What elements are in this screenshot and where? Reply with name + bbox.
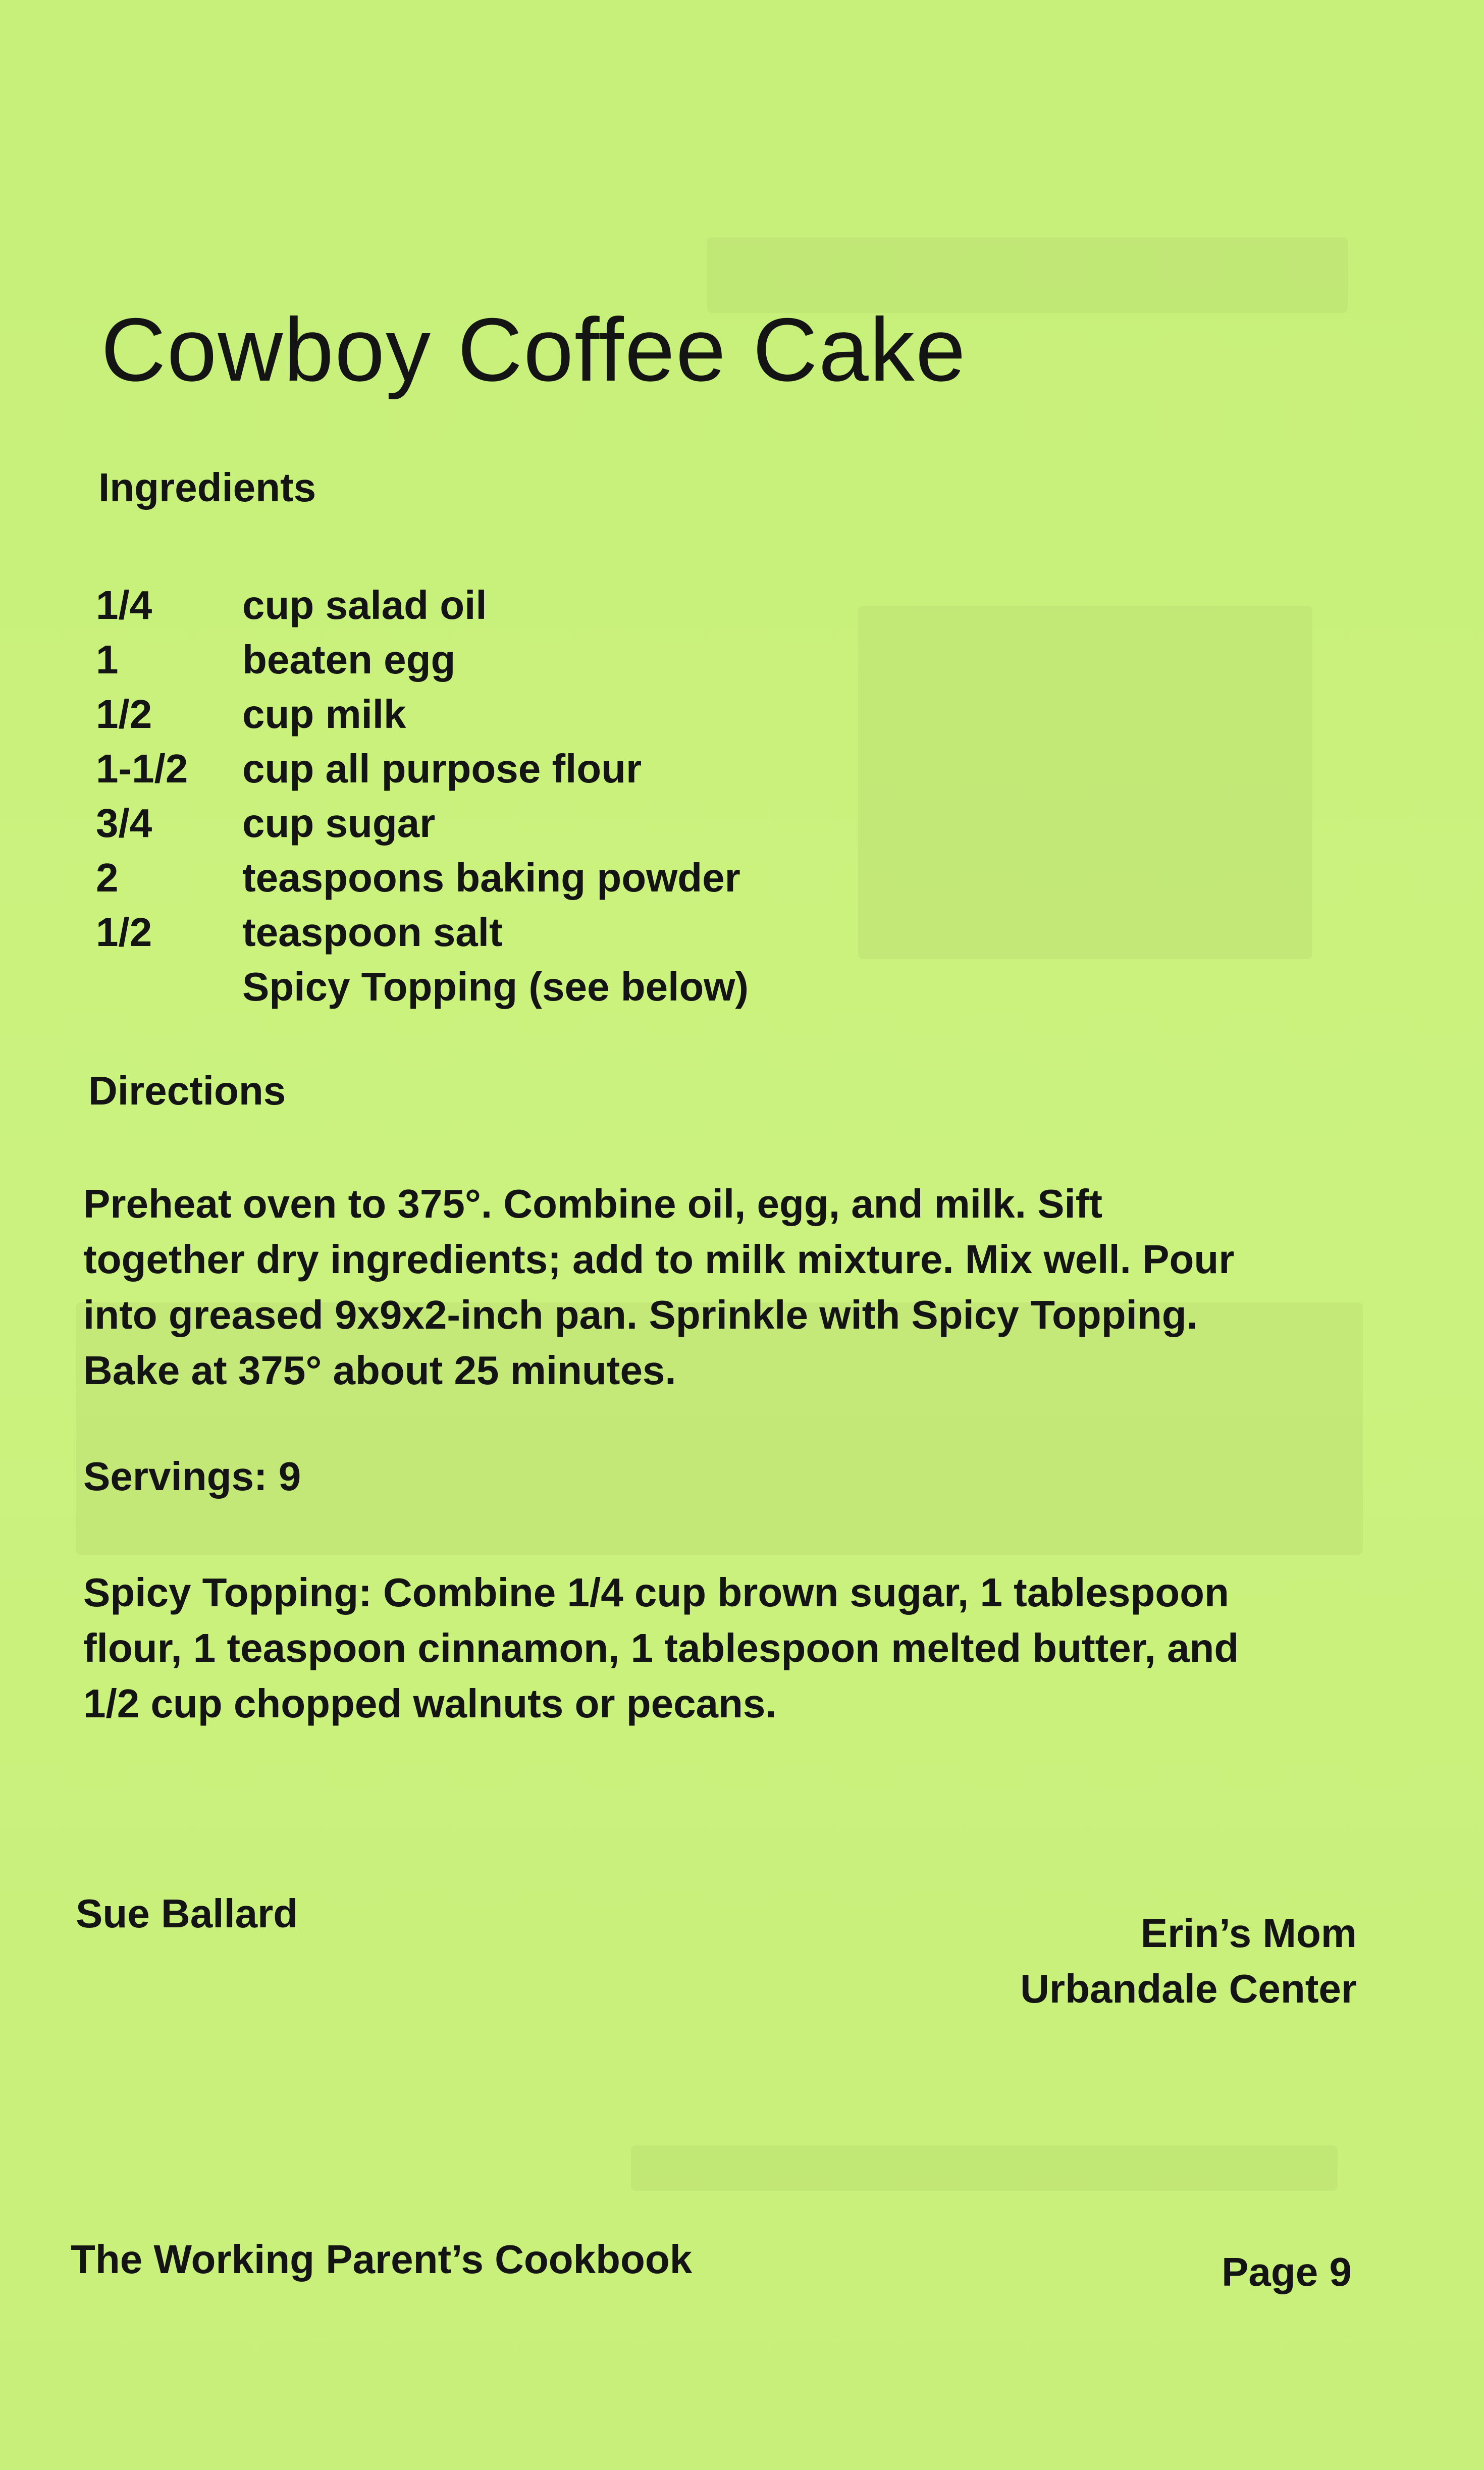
ingredient-quantity: 3/4 — [96, 801, 152, 846]
contributor-affiliation — [1020, 1906, 1357, 2017]
ingredient-quantity: 1 — [96, 637, 119, 682]
contributor-center: Urbandale Center — [1020, 1966, 1357, 2011]
ingredient-row — [96, 633, 1105, 687]
ingredient-row — [96, 796, 1105, 851]
directions-line: Bake at 375° about 25 minutes. — [83, 1348, 676, 1393]
ingredients-heading: Ingredients — [98, 465, 316, 510]
servings: Servings: 9 — [83, 1454, 301, 1499]
ingredient-row — [96, 578, 1105, 633]
ingredient-row — [96, 851, 1105, 905]
ingredient-quantity: 1/2 — [96, 692, 152, 737]
topping-line: 1/2 cup chopped walnuts or pecans. — [83, 1681, 777, 1726]
book-title: The Working Parent’s Cookbook — [71, 2237, 693, 2282]
page-number: Page 9 — [1222, 2249, 1352, 2294]
ingredient-name: cup salad oil — [242, 583, 487, 627]
directions-line: together dry ingredients; add to milk mixture. Mix well. Pour — [83, 1237, 1235, 1282]
ingredient-name: beaten egg — [242, 637, 456, 682]
ingredient-quantity: 2 — [96, 855, 119, 900]
contributor-relation: Erin’s Mom — [1140, 1911, 1357, 1956]
directions-line: Preheat oven to 375°. Combine oil, egg, and milk. Sift — [83, 1181, 1103, 1226]
ingredient-list — [96, 578, 1105, 1014]
topping-line: flour, 1 teaspoon cinnamon, 1 tablespoon melted butter, and — [83, 1625, 1239, 1670]
ingredient-name: Spicy Topping (see below) — [242, 964, 749, 1009]
directions-line: into greased 9x9x2-inch pan. Sprinkle with Spicy Topping. — [83, 1292, 1198, 1337]
ingredient-row — [96, 687, 1105, 742]
recipe-title: Cowboy Coffee Cake — [101, 299, 967, 400]
topping-line: Spicy Topping: Combine 1/4 cup brown sugar, 1 tablespoon — [83, 1570, 1229, 1615]
directions-heading: Directions — [88, 1068, 286, 1113]
directions-paragraph — [83, 1176, 1365, 1398]
ingredient-name: cup milk — [242, 692, 406, 737]
ingredient-row — [96, 960, 1105, 1014]
ingredient-row — [96, 905, 1105, 960]
bleed-through-mark — [631, 2145, 1338, 2191]
ingredient-quantity: 1/4 — [96, 583, 152, 627]
ingredient-row — [96, 742, 1105, 796]
spicy-topping-paragraph — [83, 1565, 1365, 1731]
contributor-name: Sue Ballard — [76, 1891, 298, 1936]
ingredient-name: cup all purpose flour — [242, 746, 642, 791]
ingredient-name: teaspoon salt — [242, 910, 503, 955]
ingredient-name: teaspoons baking powder — [242, 855, 740, 900]
ingredient-quantity: 1/2 — [96, 910, 152, 955]
ingredient-quantity: 1-1/2 — [96, 746, 188, 791]
ingredient-name: cup sugar — [242, 801, 436, 846]
